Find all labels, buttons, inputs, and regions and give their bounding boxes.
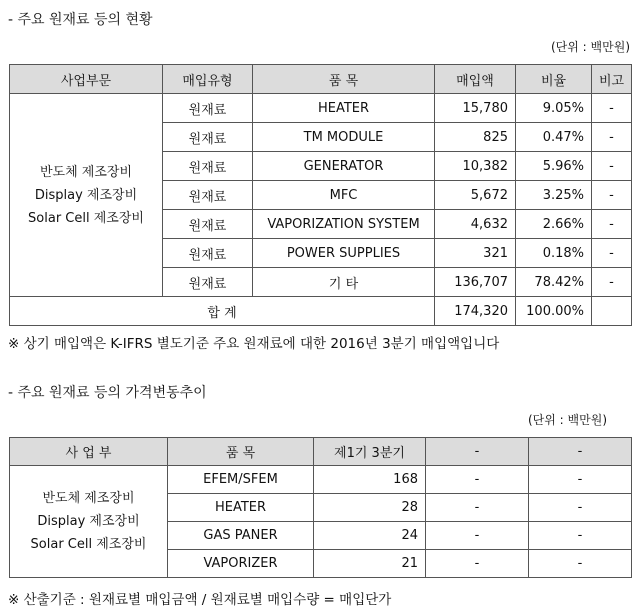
item-cell: MFC (253, 181, 435, 210)
ratio-cell: 0.47% (516, 123, 592, 152)
item-cell: GAS PANER (168, 522, 314, 550)
ratio-cell: 0.18% (516, 239, 592, 268)
raw-material-status-table (9, 64, 632, 326)
price-cell: 24 (314, 522, 426, 550)
item-cell: GENERATOR (253, 152, 435, 181)
amount-cell: 321 (435, 239, 516, 268)
header-division: 사 업 부 (10, 438, 168, 466)
note-cell: - (592, 239, 632, 268)
table-header-row (10, 65, 632, 94)
ratio-cell: 2.66% (516, 210, 592, 239)
item-cell: 기 타 (253, 268, 435, 297)
section2-footnote: ※ 산출기준 : 원재료별 매입금액 / 원재료별 매입수량 = 매입단가 (8, 592, 392, 608)
item-cell: HEATER (168, 494, 314, 522)
purchase-type-cell: 원재료 (163, 181, 253, 210)
header-blank-1: - (426, 438, 529, 466)
amount-cell: 136,707 (435, 268, 516, 297)
total-amount: 174,320 (435, 297, 516, 326)
ratio-cell: 5.96% (516, 152, 592, 181)
header-ratio: 비율 (516, 65, 592, 94)
header-item: 품 목 (253, 65, 435, 94)
ratio-cell: 78.42% (516, 268, 592, 297)
table-row (10, 466, 632, 494)
section2-title: - 주요 원재료 등의 가격변동추이 (8, 385, 207, 401)
amount-cell: 4,632 (435, 210, 516, 239)
amount-cell: 5,672 (435, 181, 516, 210)
blank-cell: - (426, 494, 529, 522)
item-cell: TM MODULE (253, 123, 435, 152)
header-purchase-type: 매입유형 (163, 65, 253, 94)
segment-cell (10, 466, 168, 578)
price-trend-table (9, 437, 632, 578)
ratio-cell: 3.25% (516, 181, 592, 210)
segment-line: Display 제조장비 (37, 514, 140, 529)
price-cell: 21 (314, 550, 426, 578)
note-cell: - (592, 152, 632, 181)
segment-line: Solar Cell 제조장비 (30, 537, 147, 552)
item-cell: EFEM/SFEM (168, 466, 314, 494)
section2-unit: (단위 : 백만원) (528, 413, 607, 427)
note-cell: - (592, 123, 632, 152)
section1-footnote: ※ 상기 매입액은 K-IFRS 별도기준 주요 원재료에 대한 2016년 3분기 매입액입니다 (8, 336, 500, 352)
purchase-type-cell: 원재료 (163, 268, 253, 297)
total-ratio: 100.00% (516, 297, 592, 326)
note-cell: - (592, 210, 632, 239)
note-cell: - (592, 181, 632, 210)
purchase-type-cell: 원재료 (163, 210, 253, 239)
blank-cell: - (426, 522, 529, 550)
purchase-type-cell: 원재료 (163, 239, 253, 268)
segment-line: 반도체 제조장비 (42, 491, 135, 506)
blank-cell: - (426, 466, 529, 494)
item-cell: HEATER (253, 94, 435, 123)
header-amount: 매입액 (435, 65, 516, 94)
ratio-cell: 9.05% (516, 94, 592, 123)
total-label: 합 계 (10, 297, 435, 326)
price-cell: 168 (314, 466, 426, 494)
note-cell: - (592, 94, 632, 123)
total-row (10, 297, 632, 326)
purchase-type-cell: 원재료 (163, 152, 253, 181)
segment-cell (10, 94, 163, 297)
table-row (10, 94, 632, 123)
segment-line: Display 제조장비 (34, 187, 138, 203)
segment-line: Solar Cell 제조장비 (28, 210, 144, 226)
total-note (592, 297, 632, 326)
header-note: 비고 (592, 65, 632, 94)
item-cell: VAPORIZATION SYSTEM (253, 210, 435, 239)
item-cell: POWER SUPPLIES (253, 239, 435, 268)
blank-cell: - (529, 550, 632, 578)
header-item: 품 목 (168, 438, 314, 466)
price-cell: 28 (314, 494, 426, 522)
section1-title: - 주요 원재료 등의 현황 (8, 12, 153, 28)
note-cell: - (592, 268, 632, 297)
blank-cell: - (529, 522, 632, 550)
item-cell: VAPORIZER (168, 550, 314, 578)
amount-cell: 825 (435, 123, 516, 152)
header-segment: 사업부문 (10, 65, 163, 94)
purchase-type-cell: 원재료 (163, 123, 253, 152)
table-header-row (10, 438, 632, 466)
segment-line: 반도체 제조장비 (39, 164, 133, 180)
purchase-type-cell: 원재료 (163, 94, 253, 123)
header-period: 제1기 3분기 (314, 438, 426, 466)
amount-cell: 15,780 (435, 94, 516, 123)
header-blank-2: - (529, 438, 632, 466)
blank-cell: - (426, 550, 529, 578)
blank-cell: - (529, 494, 632, 522)
section1-unit: (단위 : 백만원) (551, 40, 630, 54)
blank-cell: - (529, 466, 632, 494)
amount-cell: 10,382 (435, 152, 516, 181)
